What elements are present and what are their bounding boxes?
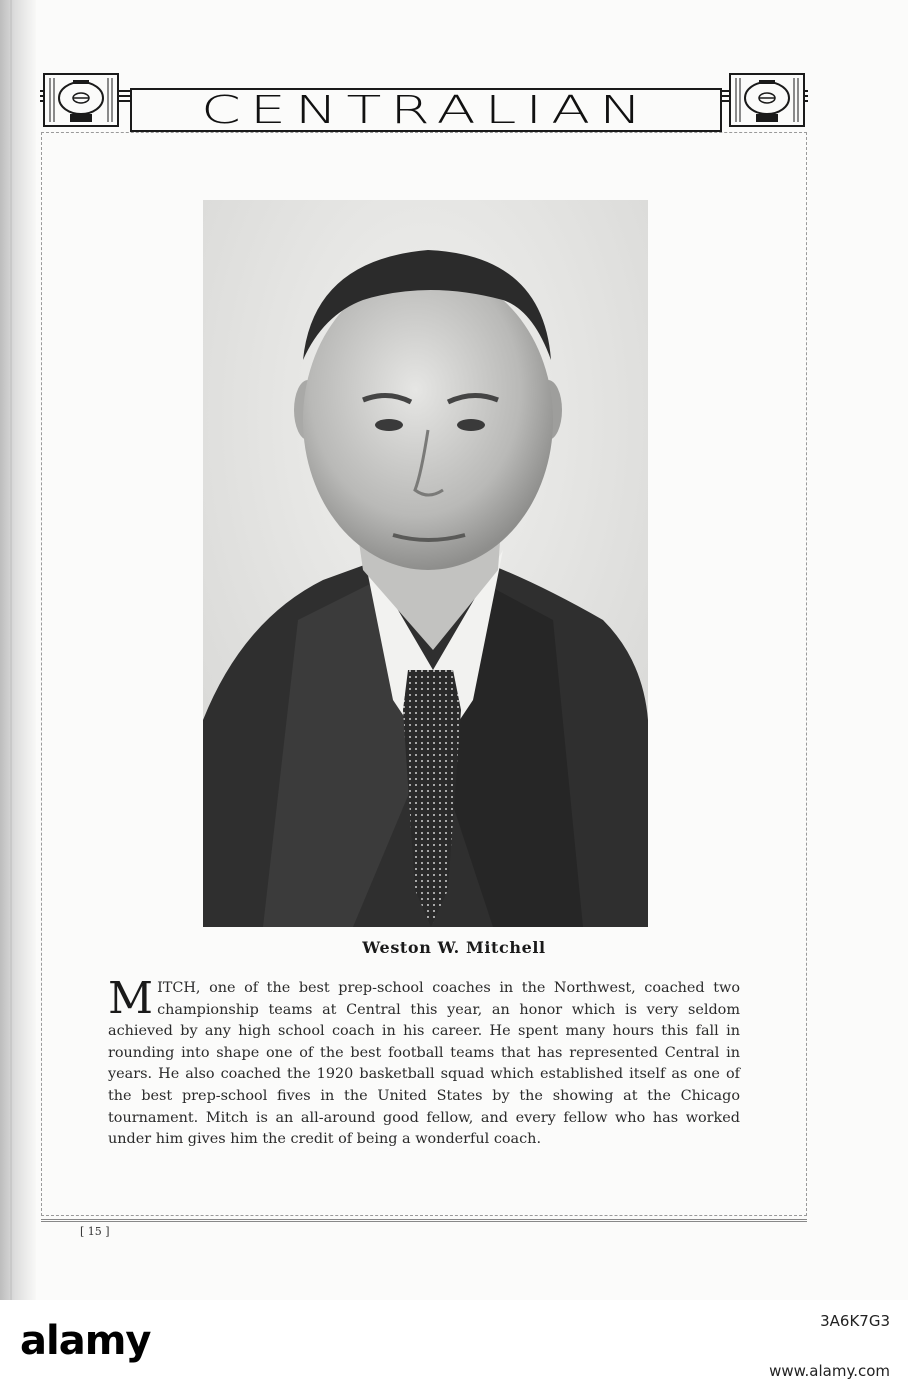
masthead-title-box [130, 88, 722, 132]
gutter-edge [10, 0, 12, 1300]
page-border-bottom [41, 1213, 807, 1222]
book-gutter [0, 0, 36, 1300]
alamy-logo: alamy [20, 1318, 151, 1364]
masthead [40, 72, 808, 130]
drop-cap: M [108, 973, 154, 1024]
bio-text: ITCH, one of the best prep-school coaches in the Northwest, coached two championship teams at Central this year, an honor which is very seldom achieved by any high school coach in his career. He spent many hours this fall in rounding into shape one of the best football teams that has represented Central in years. He also coached the 1920 basketball squad which established itself as one of the best prep-school fives in the United States by the showing at the Chicago tournament. Mitch is an all-around good fellow, and every fellow who has worked under him gives him the credit of being a wonderful coach. [108, 980, 740, 1148]
football-emblem-icon [726, 72, 808, 128]
portrait-photo [203, 200, 648, 927]
page-number: [ 15 ] [80, 1225, 110, 1238]
portrait-caption: Weston W. Mitchell [362, 938, 546, 957]
stock-footer [0, 1300, 908, 1390]
bio-paragraph [108, 973, 740, 1151]
football-emblem-icon [40, 72, 122, 128]
footer-url: www.alamy.com [769, 1362, 890, 1380]
image-id: 3A6K7G3 [820, 1312, 890, 1330]
masthead-title: CENTRALIAN [201, 88, 651, 132]
